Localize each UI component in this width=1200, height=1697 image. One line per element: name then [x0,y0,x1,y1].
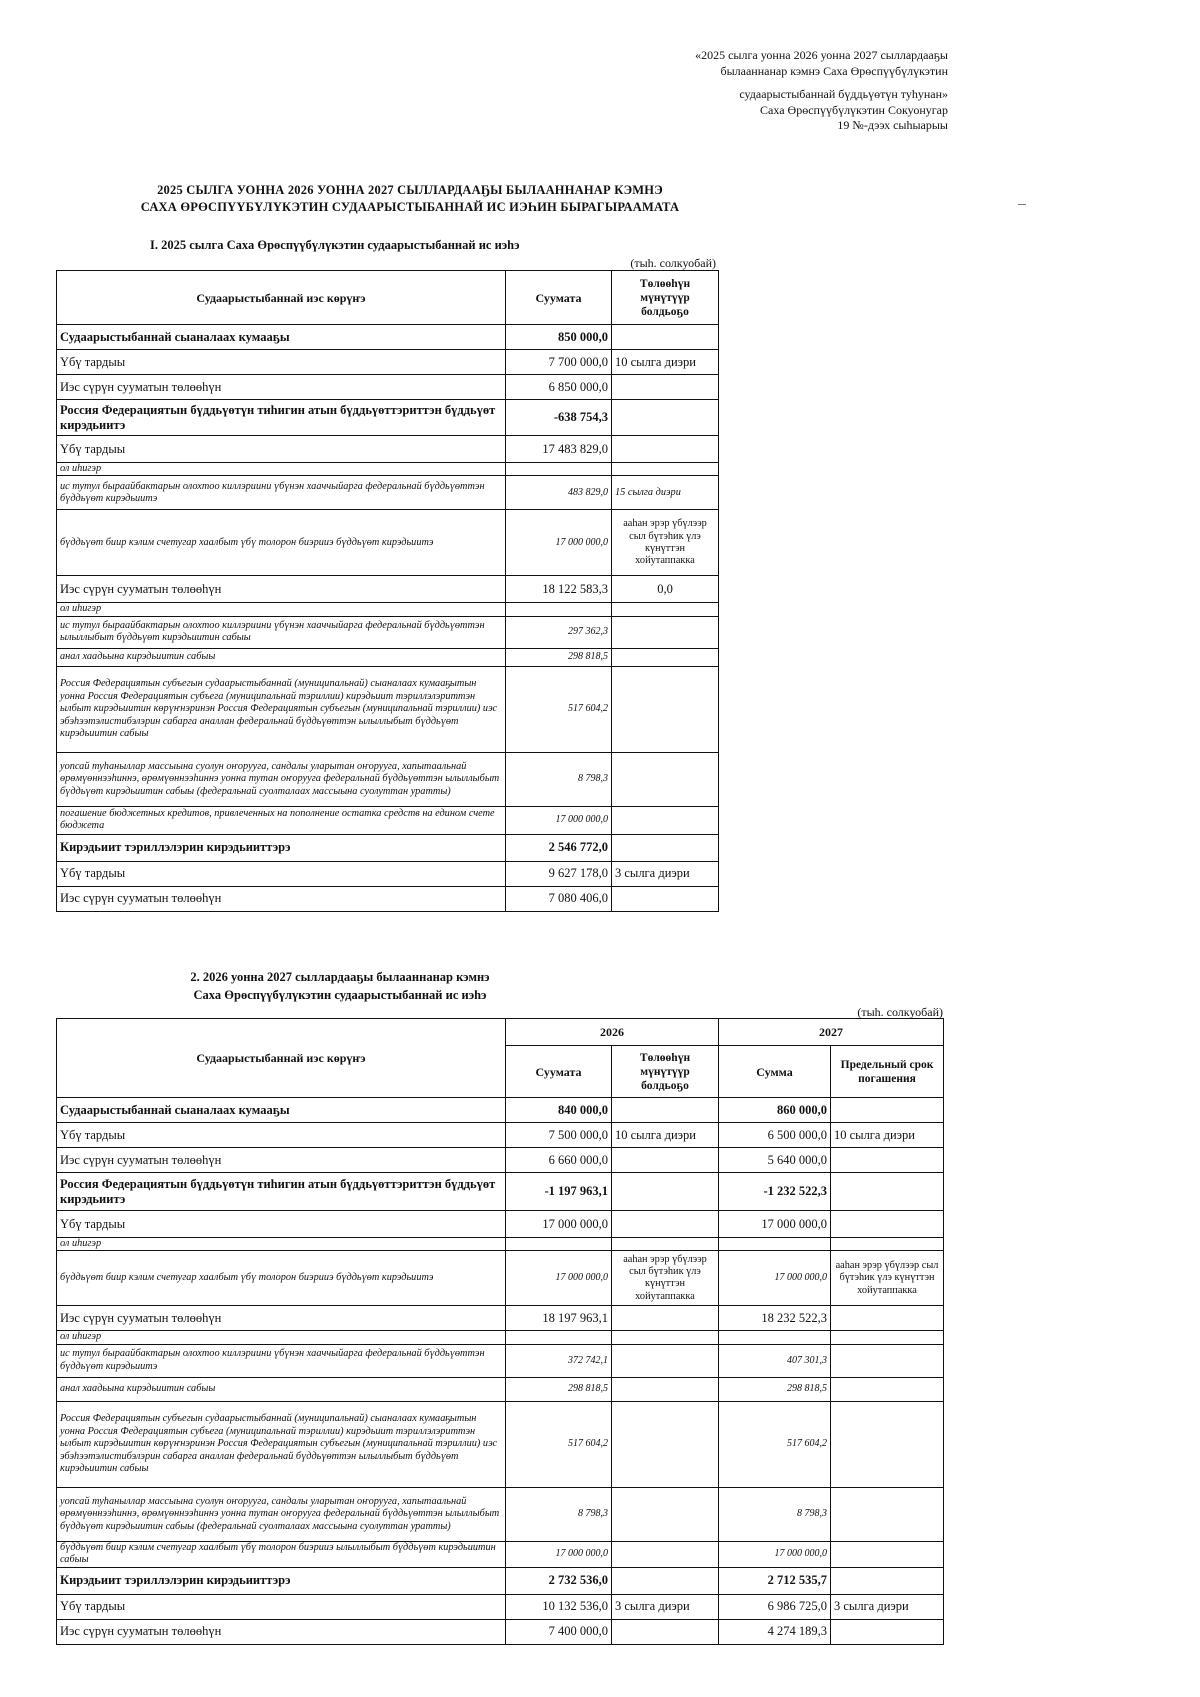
row-amount: 7 700 000,0 [506,350,612,375]
row-label: ол иһигэр [57,1331,506,1344]
scan-mark [1018,204,1026,205]
row-label: уопсай туһаныллар массыына суолун оҥорууга, сандалы уларытан оҥорууга, хапытаальнай өрөмүөннээһиннэ, өрөмүөннээһиннэ уонна тутан оҥорууга федеральнай бүддьүөттэн ылыллыбыт бүддьүөт кирэдьиитин сабыы (федеральнай суолталаах массыына суолуттан уратты) [57,1487,506,1541]
header-amount: Суумата [506,271,612,325]
header-amount-2026: Суумата [506,1046,612,1098]
row-label: Россия Федерациятын бүддьүөтүн тиһигин атын бүддьүөттэриттэн бүддьүөт кирэдьиитэ [57,400,506,436]
row-amount-2027: 2 712 535,7 [719,1567,831,1594]
row-repayment-term: ааһан эрэр үбүлээр сыл бүтэһик үлэ күнүттэн хойутаппакка [612,510,719,576]
row-label: анал хаадьына кирэдьиитин сабыы [57,1377,506,1401]
row-amount-2026: 17 000 000,0 [506,1211,612,1238]
row-term-2026 [612,1211,719,1238]
row-term-2026 [612,1567,719,1594]
row-term-2026 [612,1306,719,1331]
row-repayment-term [612,886,719,911]
row-term-2027: ааһан эрэр үбүлээр сыл бүтэһик үлэ күнүттэн хойутаппакка [831,1251,944,1306]
table-header-row [57,1019,944,1046]
row-repayment-term [612,325,719,350]
table-row [57,1148,944,1173]
table-row [57,1173,944,1211]
row-label: бүддьүөт биир кэлим счетугар хаалбыт үбү толорон биэрииэ бүддьүөт кирэдьиитэ [57,510,506,576]
row-label: Кирэдьиит тэриллэлэрин кирэдьииттэрэ [57,1567,506,1594]
row-term-2027 [831,1541,944,1567]
table-row [57,400,719,436]
annex-line: былааннанар кэмнэ Саха Өрөспүүбүлүкэтин [720,63,948,78]
row-term-2026 [612,1619,719,1644]
row-term-2026 [612,1541,719,1567]
title-line: 2. 2026 уонна 2027 сыллардааҕы былааннанар кэмнэ [190,970,490,984]
row-amount: 6 850 000,0 [506,375,612,400]
row-amount-2027: 6 500 000,0 [719,1123,831,1148]
row-amount-2026: 2 732 536,0 [506,1567,612,1594]
row-term-2026: ааһан эрэр үбүлээр сыл бүтэһик үлэ күнүттэн хойутаппакка [612,1251,719,1306]
table-row [57,886,719,911]
row-repayment-term [612,752,719,806]
row-repayment-term [612,603,719,616]
row-amount-2027: 18 232 522,3 [719,1306,831,1331]
row-repayment-term: 0,0 [612,576,719,603]
row-label: Үбү тардыы [57,350,506,375]
table-row [57,1211,944,1238]
table-row [57,350,719,375]
row-amount-2027: 17 000 000,0 [719,1251,831,1306]
table-row [57,1567,944,1594]
row-amount-2027: 517 604,2 [719,1401,831,1487]
row-amount: 298 818,5 [506,648,612,666]
row-amount: 483 829,0 [506,476,612,510]
row-amount: 17 483 829,0 [506,436,612,463]
row-label: Россия Федерациятын субъегын судаарыстыбаннай (муниципальнай) сыаналаах кумааҕытын уонна Россия Федерациятын субъега (муниципальнай тэриллии) кирэдьиит тэриллэлэриттэн ылбыт кирэдьиитин көрүҥнэринэн Россия Федерациятын субъегын (муниципальнай тэриллии) иэс эбэһээтэлистибэлэрин сабарга аналлан федеральнай бүддьүөттэн ылыллыбыт бүддьүөт кирэдьиитин сабыы [57,666,506,752]
row-amount-2027: 5 640 000,0 [719,1148,831,1173]
table-row [57,375,719,400]
row-label: ол иһигэр [57,603,506,616]
row-amount-2027: 8 798,3 [719,1487,831,1541]
row-label: ис тутул быраайбактарын олохтоо киллэриини үбүнэн хааччыйарга федеральнай бүддьүөттэн бүддьүөт кирэдьиитэ [57,1344,506,1377]
row-term-2027 [831,1344,944,1377]
row-term-2026 [612,1173,719,1211]
table-row [57,1098,944,1123]
row-amount-2027: 4 274 189,3 [719,1619,831,1644]
row-label: Кирэдьиит тэриллэлэрин кирэдьииттэрэ [57,834,506,861]
row-term-2026: 10 сылга диэри [612,1123,719,1148]
row-amount-2027: 407 301,3 [719,1344,831,1377]
row-amount: 9 627 178,0 [506,861,612,886]
row-term-2027 [831,1619,944,1644]
row-label: Иэс сүрүн сууматын төлөөһүн [57,375,506,400]
debt-table-2026-2027 [56,1018,944,1645]
row-term-2027: 10 сылга диэри [831,1123,944,1148]
row-amount-2027: 860 000,0 [719,1098,831,1123]
row-amount: -638 754,3 [506,400,612,436]
row-label: Иэс сүрүн сууматын төлөөһүн [57,576,506,603]
row-repayment-term [612,436,719,463]
row-label: Үбү тардыы [57,436,506,463]
row-amount-2026: 10 132 536,0 [506,1594,612,1619]
row-repayment-term [612,666,719,752]
section2-title [60,968,620,1004]
row-repayment-term [612,463,719,476]
row-amount-2026: 7 500 000,0 [506,1123,612,1148]
header-year-2027: 2027 [719,1019,944,1046]
row-term-2027 [831,1331,944,1344]
row-term-2027 [831,1211,944,1238]
row-amount: 7 080 406,0 [506,886,612,911]
row-amount [506,603,612,616]
row-term-2027 [831,1567,944,1594]
table-row [57,1619,944,1644]
row-amount-2026: 6 660 000,0 [506,1148,612,1173]
row-amount: 8 798,3 [506,752,612,806]
row-label: погашение бюджетных кредитов, привлеченных на пополнение остатка средств на едином счете бюджета [57,806,506,834]
row-label: бүддьүөт биир кэлим счетугар хаалбыт үбү толорон биэрииэ ылыллыбыт бүддьүөт кирэдьиитин сабыы [57,1541,506,1567]
row-label: бүддьүөт биир кэлим счетугар хаалбыт үбү толорон биэрииэ бүддьүөт кирэдьиитэ [57,1251,506,1306]
row-amount: 850 000,0 [506,325,612,350]
header-repayment-term: Төлөөһүн мүнүтүүр болдьоҕо [612,271,719,325]
header-year-2026: 2026 [506,1019,719,1046]
row-amount-2026: 18 197 963,1 [506,1306,612,1331]
table-row [57,1377,944,1401]
table-row [57,806,719,834]
row-label: ис тутул быраайбактарын олохтоо киллэриини үбүнэн хааччыйарга федеральнай бүддьүөттэн ылыллыбыт бүддьүөт кирэдьиитин сабыы [57,616,506,648]
row-label: Иэс сүрүн сууматын төлөөһүн [57,1306,506,1331]
row-term-2026 [612,1344,719,1377]
row-repayment-term [612,375,719,400]
annex-line: Саха Өрөспүүбүлүкэтин Сокуонугар [760,102,948,117]
table-row [57,1344,944,1377]
row-term-2027 [831,1487,944,1541]
table-row [57,436,719,463]
row-amount-2027 [719,1238,831,1251]
table-row [57,1238,944,1251]
row-amount-2026: 8 798,3 [506,1487,612,1541]
row-term-2027 [831,1173,944,1211]
row-label: Үбү тардыы [57,861,506,886]
row-label: ол иһигэр [57,1238,506,1251]
table-row [57,861,719,886]
row-term-2026: 3 сылга диэри [612,1594,719,1619]
row-repayment-term [612,648,719,666]
table-row [57,1306,944,1331]
section1-title: I. 2025 сылга Саха Өрөспүүбүлүкэтин судаарыстыбаннай ис иэһэ [150,238,520,252]
table-row [57,576,719,603]
header-debt-type: Судаарыстыбаннай иэс көрүҥэ [57,271,506,325]
row-amount-2027 [719,1331,831,1344]
header-amount-2027: Сумма [719,1046,831,1098]
row-amount-2026: 372 742,1 [506,1344,612,1377]
header-term-2026: Төлөөһүн мүнүтүүр болдьоҕо [612,1046,719,1098]
row-repayment-term: 3 сылга диэри [612,861,719,886]
table-row [57,834,719,861]
table-row [57,1487,944,1541]
row-label: Судаарыстыбаннай сыаналаах кумааҕы [57,325,506,350]
title-line: САХА ӨРӨСПҮҮБҮЛҮКЭТИН СУДААРЫСТЫБАННАЙ ИС ИЭҺИН БЫРАГЫРААМАТА [140,200,680,214]
table-row [57,1401,944,1487]
row-amount-2026: 17 000 000,0 [506,1541,612,1567]
row-label: Үбү тардыы [57,1123,506,1148]
row-term-2027: 3 сылга диэри [831,1594,944,1619]
row-term-2026 [612,1401,719,1487]
table-row [57,616,719,648]
table-row [57,463,719,476]
annex-line: 19 №-дээх сыһыарыы [837,118,948,132]
table-row [57,1331,944,1344]
row-amount-2027: 298 818,5 [719,1377,831,1401]
row-term-2027 [831,1377,944,1401]
table-header-row [57,271,719,325]
table-row [57,648,719,666]
row-amount: 17 000 000,0 [506,510,612,576]
row-amount-2027: 17 000 000,0 [719,1541,831,1567]
row-repayment-term: 15 сылга диэри [612,476,719,510]
annex-line: судаарыстыбаннай бүддьүөтүн туһунан» [739,87,948,101]
title-line: 2025 СЫЛГА УОННА 2026 УОННА 2027 СЫЛЛАРДААҔЫ БЫЛААННАНАР КЭМНЭ [157,183,663,197]
row-amount-2026: 298 818,5 [506,1377,612,1401]
row-label: ол иһигэр [57,463,506,476]
document-title [60,182,760,216]
table-row [57,510,719,576]
header-term-2027: Предельный срок погашения [831,1046,944,1098]
table-row [57,1541,944,1567]
table-row [57,603,719,616]
row-amount-2026: 17 000 000,0 [506,1251,612,1306]
row-label: Судаарыстыбаннай сыаналаах кумааҕы [57,1098,506,1123]
row-term-2026 [612,1331,719,1344]
row-term-2026 [612,1377,719,1401]
table-row [57,752,719,806]
row-repayment-term: 10 сылга диэри [612,350,719,375]
row-amount [506,463,612,476]
table-row [57,666,719,752]
row-label: ис тутул быраайбактарын олохтоо киллэриини үбүнэн хааччыйарга федеральнай бүддьүөттэн бүддьүөт кирэдьиитэ [57,476,506,510]
row-label: Россия Федерациятын субъегын судаарыстыбаннай (муниципальнай) сыаналаах кумааҕытын уонна Россия Федерациятын субъега (муниципальнай тэриллии) кирэдьиит тэриллэлэриттэн ылбыт кирэдьиитин көрүҥнэринэн Россия Федерациятын субъегын (муниципальнай тэриллии) иэс эбэһээтэлистибэлэрин сабарга аналлан федеральнай бүддьүөттэн ылыллыбыт бүддьүөт кирэдьиитин сабыы [57,1401,506,1487]
row-term-2027 [831,1306,944,1331]
row-term-2026 [612,1487,719,1541]
row-repayment-term [612,834,719,861]
row-term-2026 [612,1098,719,1123]
row-amount-2027: -1 232 522,3 [719,1173,831,1211]
row-term-2026 [612,1148,719,1173]
row-amount: 297 362,3 [506,616,612,648]
table-row [57,1123,944,1148]
annex-line: «2025 сылга уонна 2026 уонна 2027 сыллардааҕы [695,48,948,62]
header-debt-type: Судаарыстыбаннай иэс көрүҥэ [57,1019,506,1098]
row-amount: 2 546 772,0 [506,834,612,861]
row-amount-2027: 6 986 725,0 [719,1594,831,1619]
row-label: Иэс сүрүн сууматын төлөөһүн [57,1619,506,1644]
table-row [57,476,719,510]
row-label: Иэс сүрүн сууматын төлөөһүн [57,1148,506,1173]
row-amount-2027: 17 000 000,0 [719,1211,831,1238]
row-label: уопсай туһаныллар массыына суолун оҥорууга, сандалы уларытан оҥорууга, хапытаальнай өрөмүөннээһиннэ, өрөмүөннээһиннэ уонна тутан оҥорууга федеральнай бүддьүөттэн ылыллыбыт бүддьүөт кирэдьиитин сабыы (федеральнай суолталаах массыына суолуттан уратты) [57,752,506,806]
row-repayment-term [612,616,719,648]
section2-unit: (тыһ. солкуобай) [857,1005,943,1019]
row-repayment-term [612,806,719,834]
row-amount: 17 000 000,0 [506,806,612,834]
row-term-2027 [831,1401,944,1487]
debt-table-2025 [56,270,719,912]
row-label: анал хаадьына кирэдьиитин сабыы [57,648,506,666]
title-line: Саха Өрөспүүбүлүкэтин судаарыстыбаннай ис иэһэ [193,988,487,1002]
row-label: Иэс сүрүн сууматын төлөөһүн [57,886,506,911]
row-term-2027 [831,1148,944,1173]
row-label: Үбү тардыы [57,1211,506,1238]
row-amount-2026 [506,1331,612,1344]
law-annex-reference [428,48,948,134]
row-term-2027 [831,1238,944,1251]
row-label: Үбү тардыы [57,1594,506,1619]
table-row [57,1594,944,1619]
table-row [57,325,719,350]
row-amount: 517 604,2 [506,666,612,752]
row-amount: 18 122 583,3 [506,576,612,603]
section1-unit: (тыһ. солкуобай) [630,256,716,270]
row-repayment-term [612,400,719,436]
row-amount-2026: 840 000,0 [506,1098,612,1123]
row-amount-2026: 517 604,2 [506,1401,612,1487]
row-amount-2026: -1 197 963,1 [506,1173,612,1211]
row-amount-2026: 7 400 000,0 [506,1619,612,1644]
row-label: Россия Федерациятын бүддьүөтүн тиһигин атын бүддьүөттэриттэн бүддьүөт кирэдьиитэ [57,1173,506,1211]
table-row [57,1251,944,1306]
row-term-2026 [612,1238,719,1251]
row-term-2027 [831,1098,944,1123]
row-amount-2026 [506,1238,612,1251]
